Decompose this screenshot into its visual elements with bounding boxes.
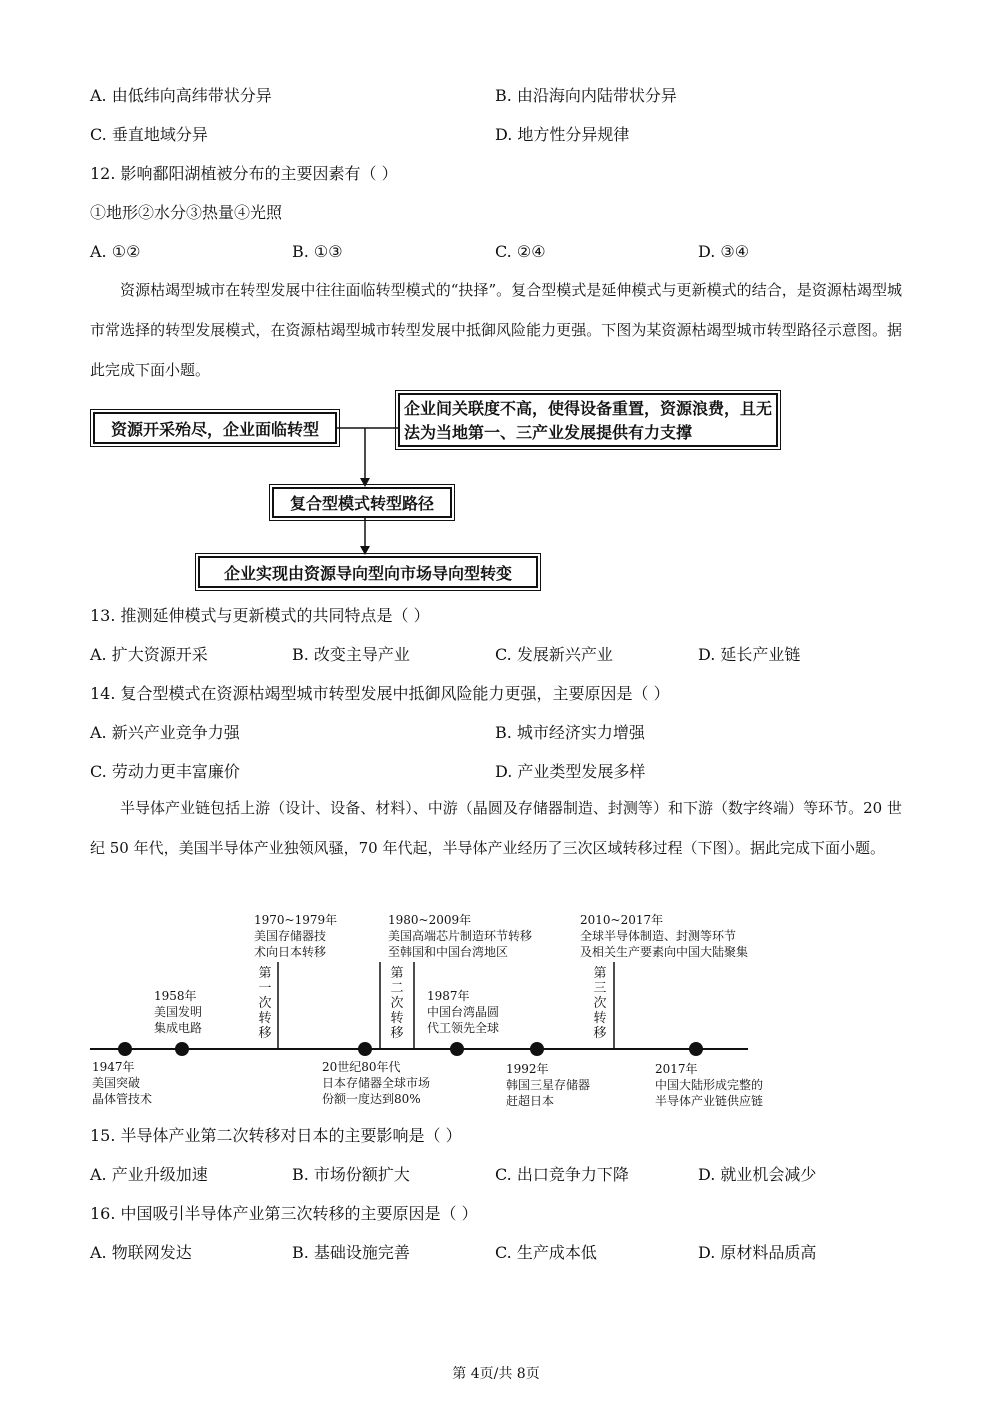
- q11-option-c: C. 垂直地域分异: [90, 125, 208, 144]
- transfer-2-label: 第二次转移: [390, 966, 404, 1041]
- transfer-3-label: 第三次转移: [593, 966, 607, 1041]
- event-1958-year: 1958年: [154, 989, 197, 1003]
- event-1980s-desc-1: 日本存储器全球市场: [322, 1076, 431, 1090]
- transfer-1-desc-1: 美国存储器技: [254, 929, 327, 943]
- event-dot-2017: [689, 1042, 703, 1056]
- event-2017-desc-1: 中国大陆形成完整的: [655, 1078, 764, 1092]
- event-dot-1992: [530, 1042, 544, 1056]
- event-1987-year: 1987年: [427, 989, 470, 1003]
- q12-option-c: C. ②④: [495, 242, 546, 261]
- q16-question: 16. 中国吸引半导体产业第三次转移的主要原因是（ ）: [90, 1204, 478, 1223]
- event-1992-year: 1992年: [506, 1062, 549, 1076]
- event-dot-1980s: [358, 1042, 372, 1056]
- q16-option-b: B. 基础设施完善: [292, 1243, 410, 1262]
- transfer-3-period: 2010~2017年: [580, 913, 664, 927]
- q13-question: 13. 推测延伸模式与更新模式的共同特点是（ ）: [90, 606, 430, 625]
- transfer-2-desc-2: 至韩国和中国台湾地区: [388, 945, 509, 959]
- q13-option-d: D. 延长产业链: [698, 645, 801, 664]
- event-dot-1947: [118, 1042, 132, 1056]
- event-1992-desc-1: 韩国三星存储器: [506, 1078, 591, 1092]
- event-1987-desc-2: 代工领先全球: [427, 1021, 500, 1035]
- flow-box-side: 企业间关联度不高，使得设备重置，资源浪费，且无法为当地第一、三产业发展提供有力支撑: [398, 393, 778, 447]
- transfer-2-period: 1980~2009年: [388, 913, 472, 927]
- q15-option-c: C. 出口竞争力下降: [495, 1165, 629, 1184]
- q12-option-b: B. ①③: [292, 242, 343, 261]
- q14-option-c: C. 劳动力更丰富廉价: [90, 762, 240, 781]
- q15-option-a: A. 产业升级加速: [90, 1165, 208, 1184]
- event-2017-year: 2017年: [655, 1062, 698, 1076]
- flow-box-start: 资源开采殆尽，企业面临转型: [93, 412, 337, 444]
- event-dot-1958: [175, 1042, 189, 1056]
- q16-option-d: D. 原材料品质高: [698, 1243, 817, 1262]
- event-1987-desc-1: 中国台湾晶圆: [427, 1005, 500, 1019]
- transfer-2-desc-1: 美国高端芯片制造环节转移: [388, 929, 533, 943]
- q15-option-b: B. 市场份额扩大: [292, 1165, 410, 1184]
- event-1958-desc-2: 集成电路: [154, 1021, 203, 1035]
- q12-factors: ①地形②水分③热量④光照: [90, 203, 283, 222]
- event-dot-1987: [450, 1042, 464, 1056]
- passage-semiconductor-text: 半导体产业链包括上游（设计、设备、材料）、中游（晶圆及存储器制造、封测等）和下游（数字终端）等环节。20 世纪 50 年代，美国半导体产业独领风骚，70 年代起，半导体产业经历了三次区域转移过程（下图）。据此完成下面小题。: [90, 799, 902, 857]
- event-1947-year: 1947年: [92, 1060, 135, 1074]
- flow-box-end: 企业实现由资源导向型向市场导向型转变: [198, 556, 538, 588]
- transfer-1-period: 1970~1979年: [254, 913, 338, 927]
- q14-option-d: D. 产业类型发展多样: [495, 762, 646, 781]
- event-1992-desc-2: 赶超日本: [506, 1094, 555, 1108]
- q15-question: 15. 半导体产业第二次转移对日本的主要影响是（ ）: [90, 1126, 462, 1145]
- q16-option-c: C. 生产成本低: [495, 1243, 597, 1262]
- q14-option-a: A. 新兴产业竞争力强: [90, 723, 240, 742]
- transfer-3-desc-1: 全球半导体制造、封测等环节: [580, 929, 737, 943]
- event-1980s-year: 20世纪80年代: [322, 1060, 401, 1074]
- q12-option-a: A. ①②: [90, 242, 141, 261]
- q14-question: 14. 复合型模式在资源枯竭型城市转型发展中抵御风险能力更强，主要原因是（ ）: [90, 684, 670, 703]
- q12-option-d: D. ③④: [698, 242, 750, 261]
- event-1947-desc-2: 晶体管技术: [92, 1092, 153, 1106]
- transfer-3-desc-2: 及相关生产要素向中国大陆聚集: [580, 945, 749, 959]
- transfer-1-label: 第一次转移: [258, 966, 272, 1041]
- q13-option-a: A. 扩大资源开采: [90, 645, 208, 664]
- event-2017-desc-2: 半导体产业链供应链: [655, 1094, 764, 1108]
- q16-option-a: A. 物联网发达: [90, 1243, 192, 1262]
- transfer-1-desc-2: 术向日本转移: [254, 945, 327, 959]
- q11-option-b: B. 由沿海向内陆带状分异: [495, 86, 677, 105]
- q15-option-d: D. 就业机会减少: [698, 1165, 817, 1184]
- page-number-footer: 第 4页/共 8页: [452, 1366, 540, 1382]
- event-1980s-desc-2: 份额一度达到80%: [322, 1092, 421, 1106]
- q11-option-a: A. 由低纬向高纬带状分异: [90, 86, 272, 105]
- flow-box-middle: 复合型模式转型路径: [272, 487, 452, 518]
- event-1958-desc-1: 美国发明: [154, 1005, 203, 1019]
- event-1947-desc-1: 美国突破: [92, 1076, 141, 1090]
- q12-question: 12. 影响鄱阳湖植被分布的主要因素有（ ）: [90, 164, 398, 183]
- q11-option-d: D. 地方性分异规律: [495, 125, 630, 144]
- passage-resource-city-text: 资源枯竭型城市在转型发展中往往面临转型模式的“抉择”。复合型模式是延伸模式与更新模式的结合，是资源枯竭型城市常选择的转型发展模式，在资源枯竭型城市转型发展中抵御风险能力更强。下图为某资源枯竭型城市转型路径示意图。据此完成下面小题。: [90, 281, 902, 379]
- q14-option-b: B. 城市经济实力增强: [495, 723, 645, 742]
- q13-option-c: C. 发展新兴产业: [495, 645, 613, 664]
- q13-option-b: B. 改变主导产业: [292, 645, 410, 664]
